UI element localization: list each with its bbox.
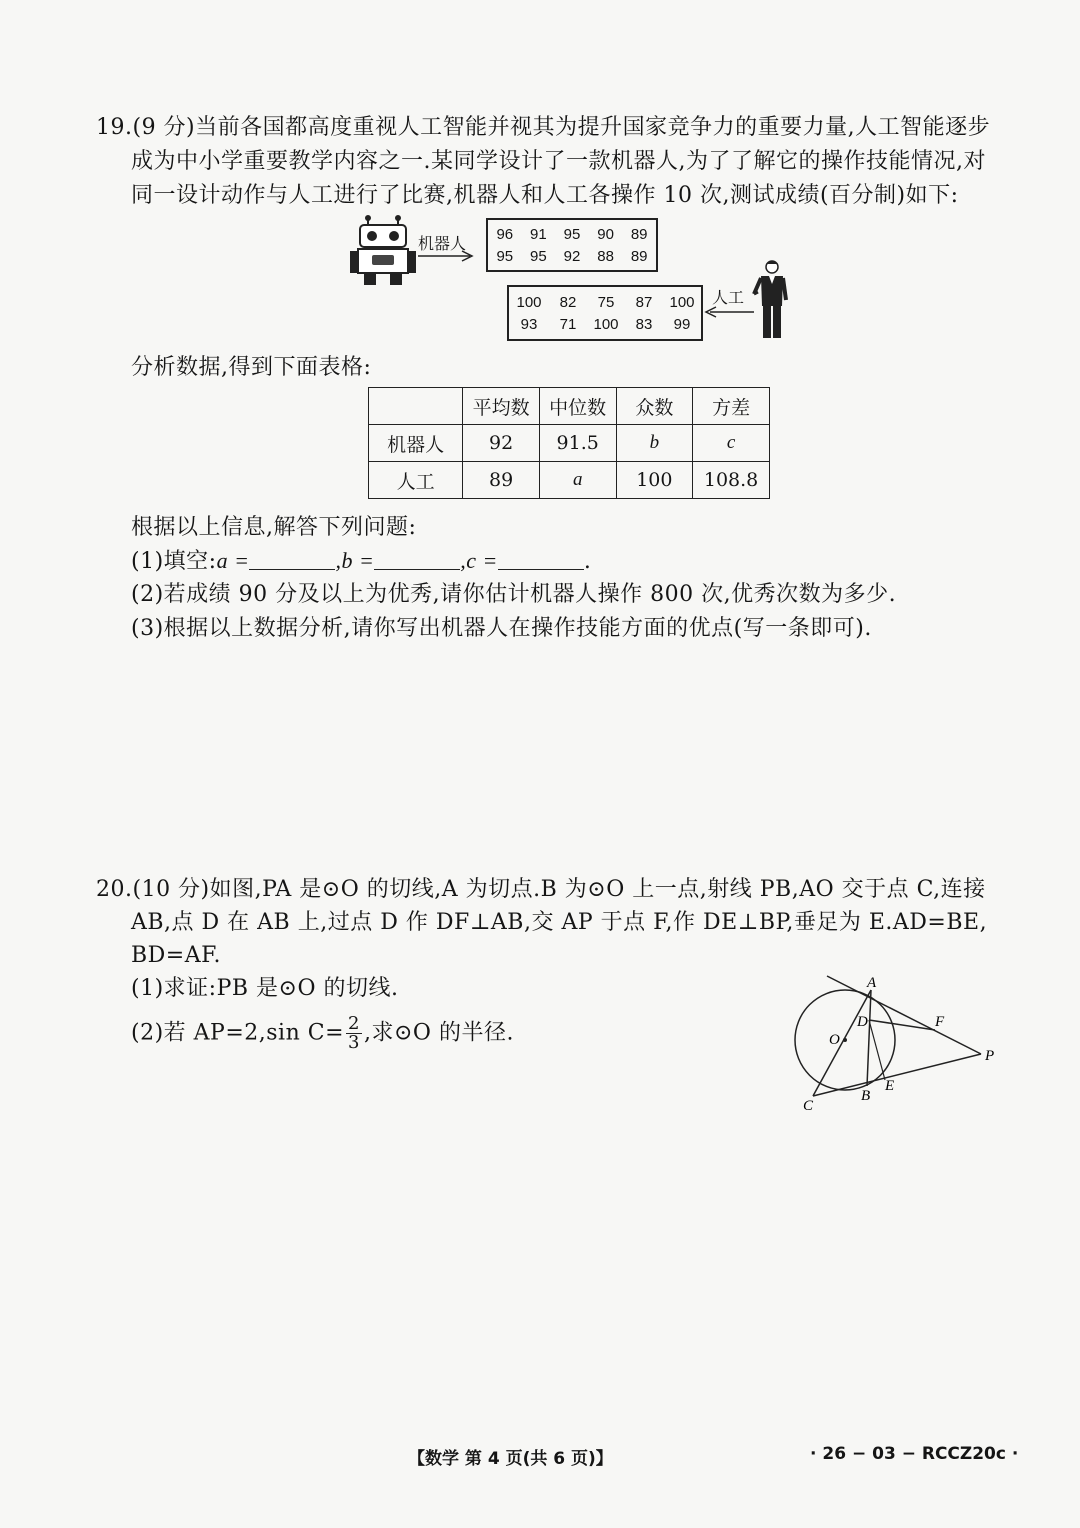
analysis-text: 分析数据,得到下面表格: [131, 355, 372, 380]
robot-score: 96 [496, 225, 514, 243]
table-cell: c [693, 425, 770, 462]
human-score: 100 [593, 315, 619, 333]
q19-line-1: 19.(9 分)当前各国都高度重视人工智能并视其为提升国家竞争力的重要力量,人工智能逐步 [96, 115, 991, 140]
ray-pb [813, 1054, 981, 1096]
table-header: 方差 [693, 388, 770, 425]
robot-scores-box [486, 218, 658, 272]
line-ac [813, 990, 871, 1096]
q19-part3: (3)根据以上数据分析,请你写出机器人在操作技能方面的优点(写一条即可). [131, 616, 872, 641]
robot-score: 89 [630, 247, 648, 265]
fraction [346, 1015, 362, 1052]
human-scores-box [507, 285, 703, 341]
human-score: 93 [520, 315, 538, 333]
part1-b: ,b = [335, 548, 375, 573]
q20-line-2: AB,点 D 在 AB 上,过点 D 作 DF⊥AB,交 AP 于点 F,作 DE⊥BP,垂足为 E.AD=BE, [131, 910, 988, 935]
human-score: 83 [635, 315, 653, 333]
table-cell: 89 [463, 462, 540, 499]
robot-score: 95 [496, 247, 514, 265]
q20-line-3: BD=AF. [131, 943, 221, 968]
part2-prefix: (2)若 AP=2,sin C= [131, 1020, 345, 1046]
stats-table [368, 387, 770, 499]
fraction-denominator: 3 [348, 1032, 360, 1053]
human-score: 100 [669, 293, 695, 311]
q19-part1 [131, 545, 591, 578]
part1-end: . [583, 549, 592, 574]
robot-score: 88 [597, 247, 614, 265]
human-score: 100 [516, 293, 542, 311]
answer-blank-b[interactable] [374, 549, 460, 570]
table-cell: 100 [616, 462, 693, 499]
label-c: C [803, 1098, 814, 1114]
q19-line-3: 同一设计动作与人工进行了比赛,机器人和人工各操作 10 次,测试成绩(百分制)如下: [131, 183, 959, 208]
geometry-figure [785, 968, 1010, 1118]
table-cell: 91.5 [539, 425, 616, 462]
part1-prefix: (1)填空: [131, 549, 217, 574]
q19-part2: (2)若成绩 90 分及以上为优秀,请你估计机器人操作 800 次,优秀次数为多少. [131, 582, 897, 607]
human-score: 71 [559, 315, 577, 333]
center-point [843, 1038, 847, 1042]
q20-part2 [131, 1015, 514, 1052]
q19-prompt: 根据以上信息,解答下列问题: [131, 515, 417, 540]
table-cell: 108.8 [693, 462, 770, 499]
robot-score: 89 [630, 225, 648, 243]
answer-blank-c[interactable] [498, 549, 584, 570]
label-d: D [857, 1014, 868, 1030]
table-row [369, 388, 770, 425]
human-score: 82 [559, 293, 577, 311]
robot-score: 95 [530, 247, 547, 265]
fraction-numerator: 2 [348, 1013, 360, 1034]
robot-illustration [350, 215, 420, 287]
human-score: 87 [635, 293, 653, 311]
label-f: F [935, 1014, 945, 1030]
line-ab [867, 990, 871, 1086]
label-p: P [985, 1048, 995, 1064]
table-header [369, 388, 463, 425]
q20-line-1: 20.(10 分)如图,PA 是⊙O 的切线,A 为切点.B 为⊙O 上一点,射线 PB,AO 交于点 C,连接 [96, 877, 986, 902]
table-header: 平均数 [463, 388, 540, 425]
table-cell: 机器人 [369, 425, 463, 462]
human-arrow-icon [704, 306, 756, 318]
label-a: A [867, 975, 877, 991]
robot-score: 90 [597, 225, 614, 243]
table-cell: b [616, 425, 693, 462]
table-cell: 92 [463, 425, 540, 462]
label-e: E [885, 1078, 895, 1094]
part2-suffix: ,求⊙O 的半径. [363, 1020, 514, 1046]
exam-code: · 26 − 03 − RCCZ20c · [810, 1444, 1019, 1464]
label-b: B [861, 1088, 871, 1104]
robot-score: 92 [563, 247, 581, 265]
robot-score: 91 [530, 225, 547, 243]
line-de [869, 1020, 885, 1080]
human-score: 75 [597, 293, 615, 311]
part1-a: a = [216, 548, 250, 573]
table-row [369, 462, 770, 499]
human-label: 人工 [712, 288, 745, 307]
person-illustration [752, 258, 792, 342]
table-cell: 人工 [369, 462, 463, 499]
q20-part1: (1)求证:PB 是⊙O 的切线. [131, 976, 399, 1001]
label-o: O [829, 1032, 840, 1048]
table-row [369, 425, 770, 462]
answer-blank-a[interactable] [249, 549, 335, 570]
part1-c: ,c = [460, 548, 498, 573]
table-cell: a [539, 462, 616, 499]
table-header: 中位数 [539, 388, 616, 425]
tangent-line-pa [827, 976, 981, 1054]
robot-arrow-icon [416, 250, 476, 262]
page-footer: 【数学 第 4 页(共 6 页)】 [408, 1449, 613, 1469]
robot-score: 95 [563, 225, 581, 243]
robot-label: 机器人 [418, 234, 467, 253]
q19-line-2: 成为中小学重要教学内容之一.某同学设计了一款机器人,为了了解它的操作技能情况,对 [131, 149, 986, 174]
table-header: 众数 [616, 388, 693, 425]
human-score: 99 [673, 315, 691, 333]
